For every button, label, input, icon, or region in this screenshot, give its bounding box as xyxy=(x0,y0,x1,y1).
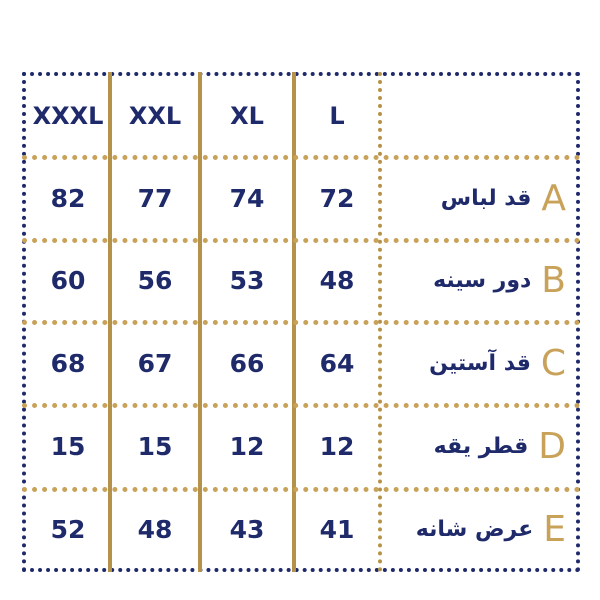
header-size-xxl: XXL xyxy=(128,102,182,130)
value-cell: 74 xyxy=(229,183,265,213)
measurement-name: قطر یقه xyxy=(433,433,529,459)
value-cell: 82 xyxy=(50,183,86,213)
value-cell: 41 xyxy=(319,514,355,544)
value-cell: 43 xyxy=(229,514,265,544)
value-cell: 15 xyxy=(137,431,173,461)
value-cell: 64 xyxy=(319,348,355,378)
measurement-name: دور سینه xyxy=(433,267,532,293)
value-cell: 12 xyxy=(319,431,355,461)
value-cell: 60 xyxy=(50,265,86,295)
header-size-xl: XL xyxy=(230,102,264,130)
value-cell: 67 xyxy=(137,348,173,378)
value-cell: 72 xyxy=(319,183,355,213)
row-letter: D xyxy=(538,425,566,467)
row-label xyxy=(384,492,576,566)
measurement-name: قد لباس xyxy=(440,185,532,211)
measurement-name: عرض شانه xyxy=(415,516,534,542)
row-letter: C xyxy=(540,342,566,384)
row-letter: B xyxy=(541,259,566,301)
row-letter: A xyxy=(541,177,566,219)
value-cell: 68 xyxy=(50,348,86,378)
value-cell: 53 xyxy=(229,265,265,295)
row-letter: E xyxy=(543,508,566,550)
row-label xyxy=(384,242,576,318)
row-label xyxy=(384,325,576,401)
header-size-l: L xyxy=(329,102,345,130)
value-cell: 15 xyxy=(50,431,86,461)
row-label xyxy=(384,160,576,236)
value-cell: 66 xyxy=(229,348,265,378)
value-cell: 52 xyxy=(50,514,86,544)
value-cell: 48 xyxy=(137,514,173,544)
value-cell: 56 xyxy=(137,265,173,295)
header-size-xxxl: XXXL xyxy=(32,102,104,130)
row-label xyxy=(384,408,576,484)
measurement-name: قد آستین xyxy=(429,350,531,376)
value-cell: 12 xyxy=(229,431,265,461)
value-cell: 48 xyxy=(319,265,355,295)
value-cell: 77 xyxy=(137,183,173,213)
